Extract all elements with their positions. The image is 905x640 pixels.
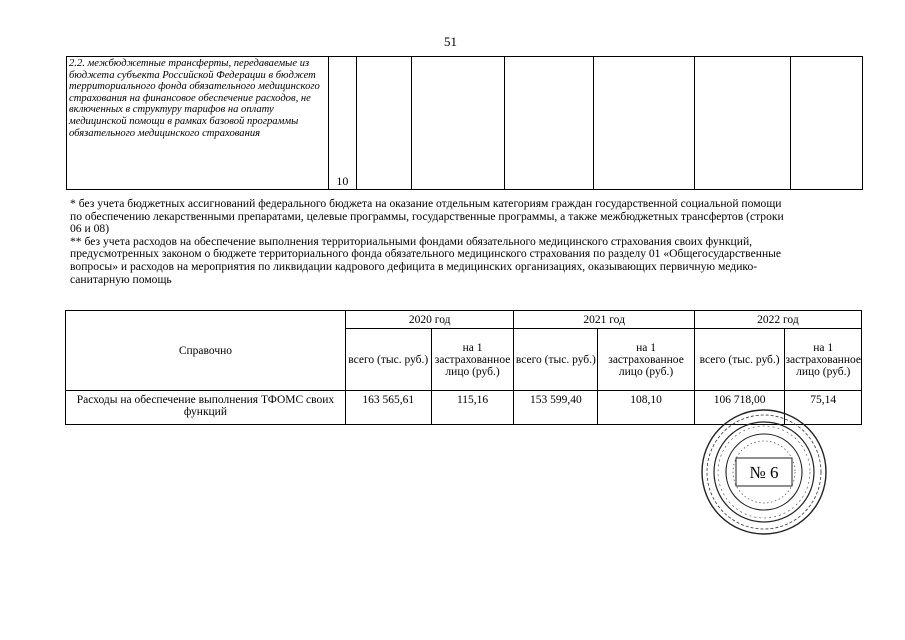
- table-row: [67, 57, 863, 190]
- empty-cell: [505, 57, 594, 190]
- value-per-insured-2020: 115,16: [431, 391, 514, 425]
- col-total-2021: всего (тыс. руб.): [514, 329, 598, 391]
- stamp-label: № 6: [749, 463, 779, 482]
- empty-cell: [593, 57, 694, 190]
- footnote-2: ** без учета расходов на обеспечение выполнения территориальными фондами обязательного медицинского страхования своих функций, предусмотренных законом о бюджете территориального фонда обязательного медицинского страхования по разделу 01 «Общегосударственные вопросы» и расходов на мероприятия по ликвидации кадрового дефицита в медицинских организациях, оказывающих первичную медико-санитарную помощь: [70, 234, 782, 286]
- empty-cell: [790, 57, 862, 190]
- col-total-2022: всего (тыс. руб.): [694, 329, 785, 391]
- col-per-insured-2022: на 1 застрахованное лицо (руб.): [785, 329, 862, 391]
- empty-cell: [694, 57, 790, 190]
- value-per-insured-2022: 75,14: [785, 391, 862, 425]
- col-total-2020: всего (тыс. руб.): [345, 329, 431, 391]
- reference-label: Справочно: [66, 311, 346, 391]
- value-total-2020: 163 565,61: [345, 391, 431, 425]
- empty-cell: [357, 57, 412, 190]
- footnote-1: * без учета бюджетных ассигнований федерального бюджета на оказание отдельным категориям граждан государственной социальной помощи по обеспечению лекарственными препаратами, целевые программы, государственные программы, а также межбюджетных трансфертов (строки 06 и 08): [70, 197, 784, 236]
- footnotes: [70, 198, 790, 286]
- row-description: 2.2. межбюджетные трансферты, передаваемые из бюджета субъекта Российской Федерации в бюджет территориального фонда обязательного медицинского страхования на финансовое обеспечение расходов, не включенных в структуру тарифов на оплату медицинской помощи в рамках базовой программы обязательного медицинского страхования: [67, 57, 329, 190]
- col-per-insured-2020: на 1 застрахованное лицо (руб.): [431, 329, 514, 391]
- row-label: Расходы на обеспечение выполнения ТФОМС своих функций: [66, 391, 346, 425]
- value-per-insured-2021: 108,10: [598, 391, 695, 425]
- year-header-2021: 2021 год: [514, 311, 694, 329]
- official-seal-stamp: [700, 408, 828, 536]
- value-total-2021: 153 599,40: [514, 391, 598, 425]
- row-number: 10: [328, 57, 356, 190]
- year-header-2022: 2022 год: [694, 311, 861, 329]
- year-header-2020: 2020 год: [345, 311, 514, 329]
- col-per-insured-2021: на 1 застрахованное лицо (руб.): [598, 329, 695, 391]
- table-header-row: [66, 311, 862, 329]
- page-number: 51: [444, 34, 457, 49]
- empty-cell: [412, 57, 505, 190]
- budget-table-continuation: [66, 56, 863, 190]
- value-total-2022: 106 718,00: [694, 391, 785, 425]
